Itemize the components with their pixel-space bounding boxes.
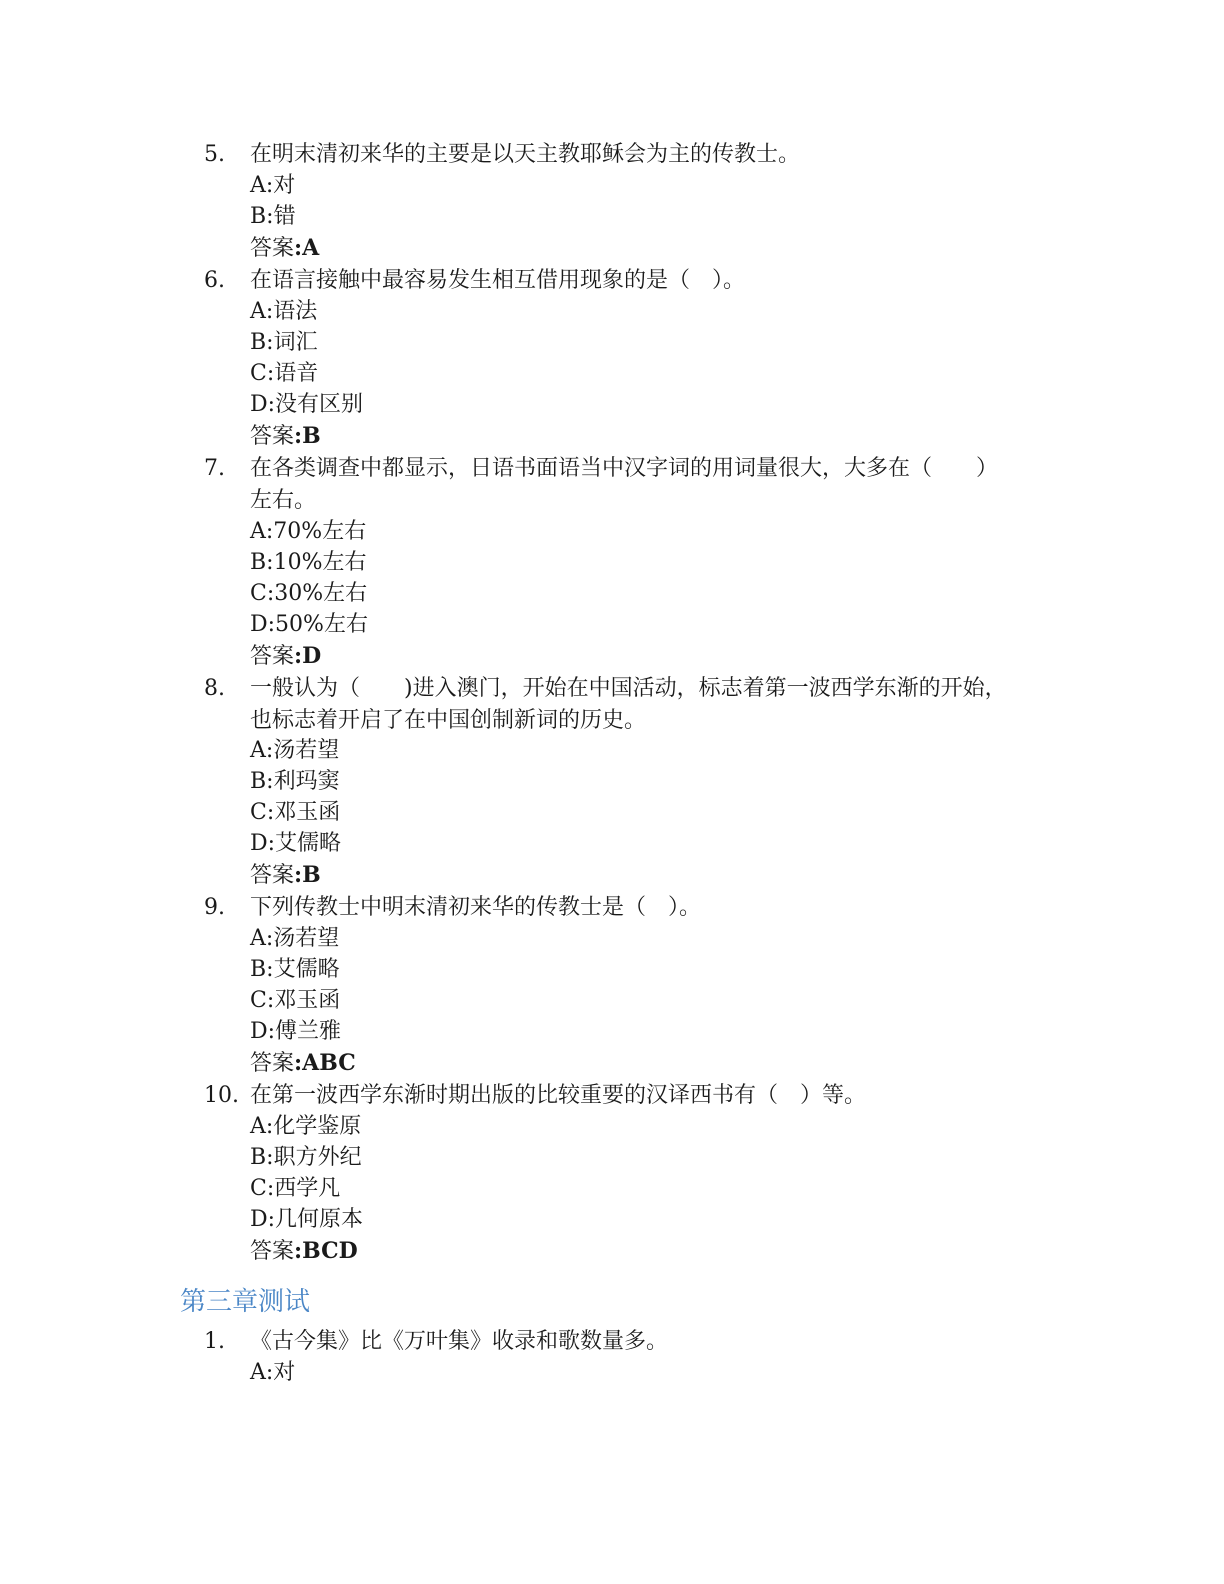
- answer-value: :B: [294, 862, 321, 888]
- question-text: 下列传教士中明末清初来华的传教士是（ ）。: [250, 895, 702, 920]
- answer-line: [250, 421, 321, 452]
- answer-label: 答案: [250, 424, 295, 449]
- question-number: 8.: [204, 676, 225, 701]
- question-text: 在明末清初来华的主要是以天主教耶稣会为主的传教士。: [250, 142, 801, 167]
- answer-value: :D: [294, 643, 322, 669]
- question-text: 一般认为（ )进入澳门，开始在中国活动，标志着第一波西学东渐的开始，: [250, 676, 1007, 701]
- option-d: D:几何原本: [250, 1207, 364, 1232]
- option-a: A:汤若望: [250, 926, 340, 951]
- answer-value: :B: [294, 423, 321, 449]
- answer-value: :ABC: [294, 1050, 356, 1076]
- question-number: 9.: [204, 895, 225, 920]
- option-d: D:傅兰雅: [250, 1019, 342, 1044]
- option-c: C:邓玉函: [250, 800, 341, 825]
- option-b: B:词汇: [250, 330, 318, 355]
- question-number: 5.: [204, 142, 225, 167]
- option-b: B:艾儒略: [250, 957, 340, 982]
- answer-label: 答案: [250, 1051, 295, 1076]
- option-d: D:艾儒略: [250, 831, 342, 856]
- answer-line: [250, 1236, 358, 1267]
- question-text: 在各类调查中都显示，日语书面语当中汉字词的用词量很大，大多在（ ）: [250, 456, 999, 481]
- option-c: C:邓玉函: [250, 988, 341, 1013]
- answer-label: 答案: [250, 644, 295, 669]
- question-number: 6.: [204, 268, 225, 293]
- chapter-heading: 第三章测试: [180, 1287, 311, 1317]
- option-c: C:语音: [250, 361, 319, 386]
- question-number: 1.: [204, 1329, 225, 1354]
- option-a: A:语法: [250, 299, 318, 324]
- option-a: A:对: [250, 173, 296, 198]
- option-d: D:50%左右: [250, 612, 368, 637]
- option-b: B:利玛窦: [250, 769, 340, 794]
- answer-line: [250, 860, 321, 891]
- question-text: 《古今集》比《万叶集》收录和歌数量多。: [250, 1329, 669, 1354]
- question-number: 10.: [204, 1083, 239, 1108]
- question-number: 7.: [204, 456, 225, 481]
- option-b: B:10%左右: [250, 550, 367, 575]
- question-text-continued: 左右。: [250, 488, 317, 513]
- option-a: A:70%左右: [250, 519, 367, 544]
- answer-line: [250, 233, 319, 264]
- option-a: A:汤若望: [250, 738, 340, 763]
- answer-value: :BCD: [294, 1238, 358, 1264]
- answer-label: 答案: [250, 236, 295, 261]
- question-text: 在第一波西学东渐时期出版的比较重要的汉译西书有（ ）等。: [250, 1083, 867, 1108]
- question-text-continued: 也标志着开启了在中国创制新词的历史。: [250, 708, 647, 733]
- answer-line: [250, 1048, 356, 1079]
- question-text: 在语言接触中最容易发生相互借用现象的是（ ）。: [250, 268, 746, 293]
- option-b: B:错: [250, 204, 296, 229]
- option-b: B:职方外纪: [250, 1145, 362, 1170]
- answer-value: :A: [294, 235, 320, 261]
- option-a: A:对: [250, 1360, 296, 1385]
- option-a: A:化学鉴原: [250, 1114, 362, 1139]
- answer-label: 答案: [250, 1239, 295, 1264]
- option-d: D:没有区别: [250, 392, 364, 417]
- option-c: C:30%左右: [250, 581, 368, 606]
- answer-line: [250, 641, 321, 672]
- option-c: C:西学凡: [250, 1176, 341, 1201]
- answer-label: 答案: [250, 863, 295, 888]
